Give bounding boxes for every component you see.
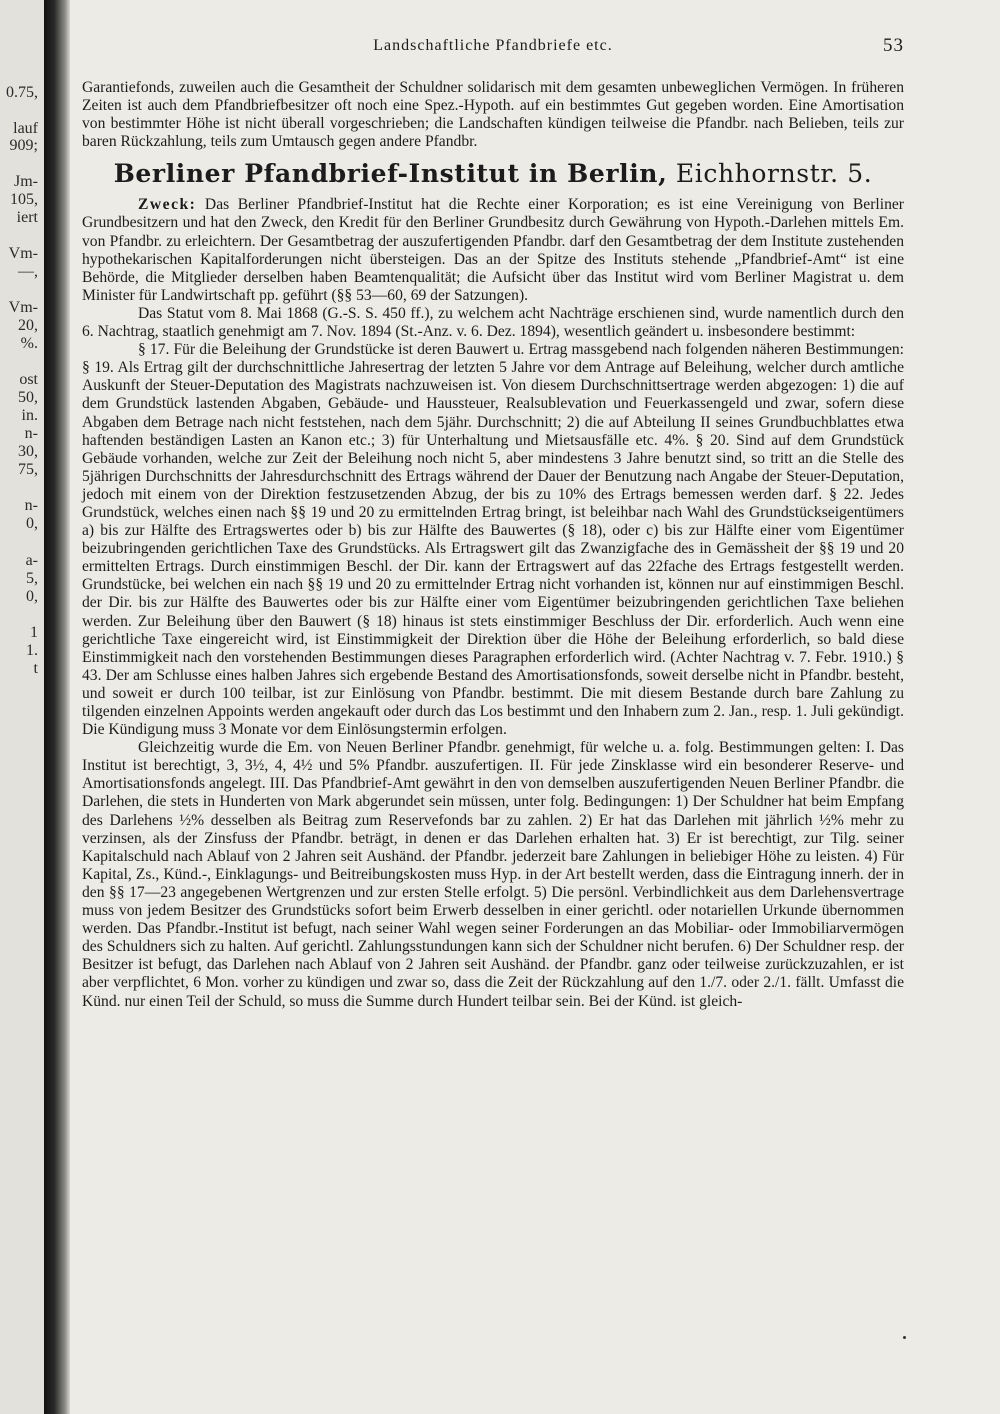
running-head <box>82 37 904 59</box>
page-number: 53 <box>883 35 904 56</box>
margin-fragment: iert <box>16 209 38 226</box>
margin-fragment: 0, <box>26 515 38 532</box>
margin-fragment: Vm- <box>8 299 38 316</box>
margin-fragment: 20, <box>18 317 38 334</box>
zweck-paragraph <box>82 196 904 305</box>
margin-fragment: 75, <box>18 461 38 478</box>
margin-fragment: n- <box>24 425 38 442</box>
intro-paragraph: Garantiefonds, zuweilen auch die Gesamtheit der Schuldner solidarisch mit dem gesamten unbeweglichen Vermögen. In früheren Zeiten ist auch dem Pfandbriefbesitzer oft noch eine Spez.-Hypoth. auf ein bestimmtes Gut gegeben worden. Eine Amortisation von bestimmter Höhe ist nicht überall vorgeschrieben; die Landschaften kündigen teilweise die Pfandbr. nach Belieben, teils zur baren Rückzahlung, teils zum Umtausch gegen andere Pfandbr. <box>82 79 904 151</box>
margin-fragment: lauf <box>13 120 38 137</box>
statut-paragraph: Das Statut vom 8. Mai 1868 (G.-S. S. 450 ff.), zu welchem acht Nachträge erschienen sind, wurde namentlich durch den 6. Nachtrag, staatlich genehmigt am 7. Nov. 1894 (St.-Anz. v. 6. Dez. 1894), wesentlich geändert u. insbesondere bestimmt: <box>82 304 904 341</box>
margin-fragment: a- <box>25 552 38 569</box>
margin-fragment: Vm- <box>8 245 38 262</box>
zweck-label: Zweck: <box>138 196 197 214</box>
margin-fragment: 0.75, <box>6 84 38 101</box>
margin-fragment: 5, <box>26 570 38 587</box>
book-gutter-shadow <box>44 0 70 1414</box>
margin-fragment: ost <box>19 371 38 388</box>
margin-fragment: t <box>33 660 38 677</box>
gleichzeitig-paragraph: Gleichzeitig wurde die Em. von Neuen Berliner Pfandbr. genehmigt, für welche u. a. folg. Bestimmungen gelten: I. Das Institut ist berechtigt, 3, 3½, 4, 4½ und 5% Pfandbr. auszufertigen. II. Für jede Zinsklasse wird ein besonderer Reserve- und Amortisationsfonds angelegt. III. Das Pfandbrief-Amt gewährt in den von demselben auszufertigenden Neuen Berliner Pfandbr. die Darlehen, die stets in Hunderten von Mark abgerundet sein müssen, unter folg. Bedingungen: 1) Der Schuldner hat beim Empfang des Darlehens ½% desselben als Beitrag zum Reservefonds bar zu zahlen. 2) Er hat das Darlehen mit jährlich ½% mehr zu verzinsen, als der Zinsfuss der Pfandbr. beträgt, in denen er das Darlehen erhalten hat. 3) Er ist berechtigt, zur Tilg. seiner Kapitalschuld nach Ablauf von 2 Jahren seit Aushänd. der Pfandbr. jederzeit bare Zahlungen in beliebiger Höhe zu leisten. 4) Für Kapital, Zs., Künd.-, Einklagungs- und Beitreibungskosten muss Hyp. in der Art bestellt werden, dass die Eintragung innerh. der in den §§ 17—23 angegebenen Wertgrenzen und zur ersten Stelle erfolgt. 5) Die persönl. Verbindlichkeit aus dem Darlehensvertrage muss von jedem Besitzer des Grundstücks sofort beim Erwerb desselben in einer gerichtl. oder notariellen Urkunde übernommen werden. Das Pfandbr.-Institut ist befugt, nach seiner Wahl wegen seiner Forderungen an das Mobiliar- oder Immobiliarvermögen des Schuldners sich zu halten. Auf gerichtl. Zahlungsstundungen kann sich der Schuldner nicht berufen. 6) Der Schuldner resp. der Besitzer ist befugt, das Darlehen nach Ablauf von 2 Jahren seit Aushänd. der Pfandbr. ganz oder teilweise zurückzuzahlen, er ist aber verpflichtet, 6 Mon. vorher zu kündigen und zwar so, dass die Zeit der Rückzahlung auf den 1./7. oder 2./1. fällt. Umfasst die Künd. nur einen Teil der Schuld, so muss die Summe durch Hundert teilbar sein. Bei der Künd. ist gleich- <box>82 739 904 1010</box>
heading-institute-name: Berliner Pfandbrief-Institut in Berlin, <box>113 159 668 189</box>
running-head-title: Landschaftliche Pfandbriefe etc. <box>373 37 613 54</box>
margin-fragment: 105, <box>10 191 38 208</box>
margin-fragment: —, <box>18 263 38 280</box>
margin-fragment: 30, <box>18 443 38 460</box>
book-page <box>82 0 904 1414</box>
margin-fragment: 1 <box>30 624 38 641</box>
zweck-text: Das Berliner Pfandbrief-Institut hat die Rechte einer Korporation; es ist eine Vereinigung von Berliner Grundbesitzern und hat den Zweck, den Kredit für den Berliner Grundbesitz durch Gewährung von Hypoth.-Darlehen mittels Em. von Pfandbr. zu erleichtern. Der Gesamtbetrag der auszufertigenden Pfandbr. darf den Gesamtbetrag der dem Institute zustehenden hypothekarischen Kapitalforderungen nicht übersteigen. Das an der Spitze des Instituts stehende „Pfandbrief-Amt“ ist eine Behörde, die Mitglieder derselben haben Beamtenqualität; die Aufsicht über das Institut wird vom Berliner Magistrat u. dem Minister für Landwirtschaft pp. geführt (§§ 53—60, 69 der Satzungen). <box>82 196 904 304</box>
margin-fragment: 50, <box>18 389 38 406</box>
margin-fragment: 0, <box>26 588 38 605</box>
margin-fragment: 909; <box>9 137 38 154</box>
margin-fragment: 1. <box>26 642 38 659</box>
paragraph-17: § 17. Für die Beleihung der Grundstücke ist deren Bauwert u. Ertrag massgebend nach folgenden näheren Bestimmungen: § 19. Als Ertrag gilt der durchschnittliche Jahresertrag der letzten 5 Jahre vor dem Antrage auf Beleihung, welcher durch amtliche Auskunft der Steuer-Deputation des Magistrats nachzuweisen ist. Von diesem Durchschnittsertrage werden abgezogen: 1) die auf dem Grundstück lastenden Abgaben, Gebäude- und Haussteuer, Realsublevation und Feuerkassengeld und zwar, sofern diese Abgaben dem Betrage nach nicht feststehen, nach dem 5jähr. Durchschnitt; 2) die auf Abteilung II seines Grundbuchblattes etwa haftenden beständigen Lasten an Kanon etc.; 3) für Unterhaltung und Mietsausfälle etc. 4%. § 20. Sind auf dem Grundstück Gebäude vorhanden, welche zur Zeit der Beleihung noch nicht 5, aber mindestens 3 Jahre benutzt sind, so tritt an die Stelle des 5jährigen Durchschnitts der Jahresdurchschnitt des Ertrags während der Dauer der Benutzung nach Angabe der Steuer-Deputation, jedoch mit einem von der Direktion festzusetzenden Abzug, der bis zu 10% des Ertrags bemessen werden darf. § 22. Jedes Grundstück, welches einen nach §§ 19 und 20 zu ermittelnden Ertrag bringt, ist beleihbar nach Wahl des Grundstückseigentümers a) bis zur Hälfte des Ertragswertes oder b) bis zur Hälfte des Bauwertes (§ 18), oder c) bis zur Hälfte einer vom Eigentümer beizubringenden gerichtlichen Taxe des Grundstücks. Als Ertragswert gilt das Zwanzigfache des in Gemässheit der §§ 19 und 20 ermittelten Ertrags. Durch einstimmigen Beschl. der Dir. kann der Ertragswert auf das 22fache des Ertrags festgestellt werden. Grundstücke, bei welchen ein nach §§ 19 und 20 zu ermittelnder Ertrag nicht vorhanden ist, können nur auf einstimmigen Beschl. der Dir. bis zur Hälfte des Bauwertes oder bis zur Hälfte einer vom Eigentümer beizubringenden gerichtlichen Taxe beliehen werden. Zur Beleihung über den Bauwert (§ 18) hinaus ist stets einstimmiger Beschluss der Dir. erforderlich. Auch wenn eine gerichtliche Taxe eingereicht wird, ist Einstimmigkeit der Direktion über die Höhe der Beleihung erforderlich, so bald diese Einstimmigkeit nach den vorstehenden Bestimmungen dieses Paragraphen erforderlich wird. (Achter Nachtrag v. 7. Febr. 1910.) § 43. Der am Schlusse eines halben Jahres sich ergebende Bestand des Amortisationsfonds, soweit derselbe nicht in Pfandbr. besteht, und soweit er durch 100 teilbar, ist zur Einlösung von Pfandbr. bestimmt. Die mit diesem Bestande durch bare Zahlung zu tilgenden einzelnen Appoints werden angekauft oder durch das Los bestimmt und den Inhabern zum 2. Jan., resp. 1. Juli gekündigt. Die Kündigung muss 3 Monate vor dem Einlösungstermin erfolgen. <box>82 341 904 739</box>
section-heading <box>82 159 904 189</box>
scan-speck <box>903 1336 906 1339</box>
previous-page-strip <box>0 0 44 1414</box>
margin-fragment: %. <box>20 335 38 352</box>
margin-fragment: Jm- <box>14 173 38 190</box>
margin-fragment: n- <box>24 497 38 514</box>
heading-address: Eichhornstr. 5. <box>667 159 873 189</box>
margin-fragment: in. <box>21 407 38 424</box>
body-text <box>82 79 904 1011</box>
